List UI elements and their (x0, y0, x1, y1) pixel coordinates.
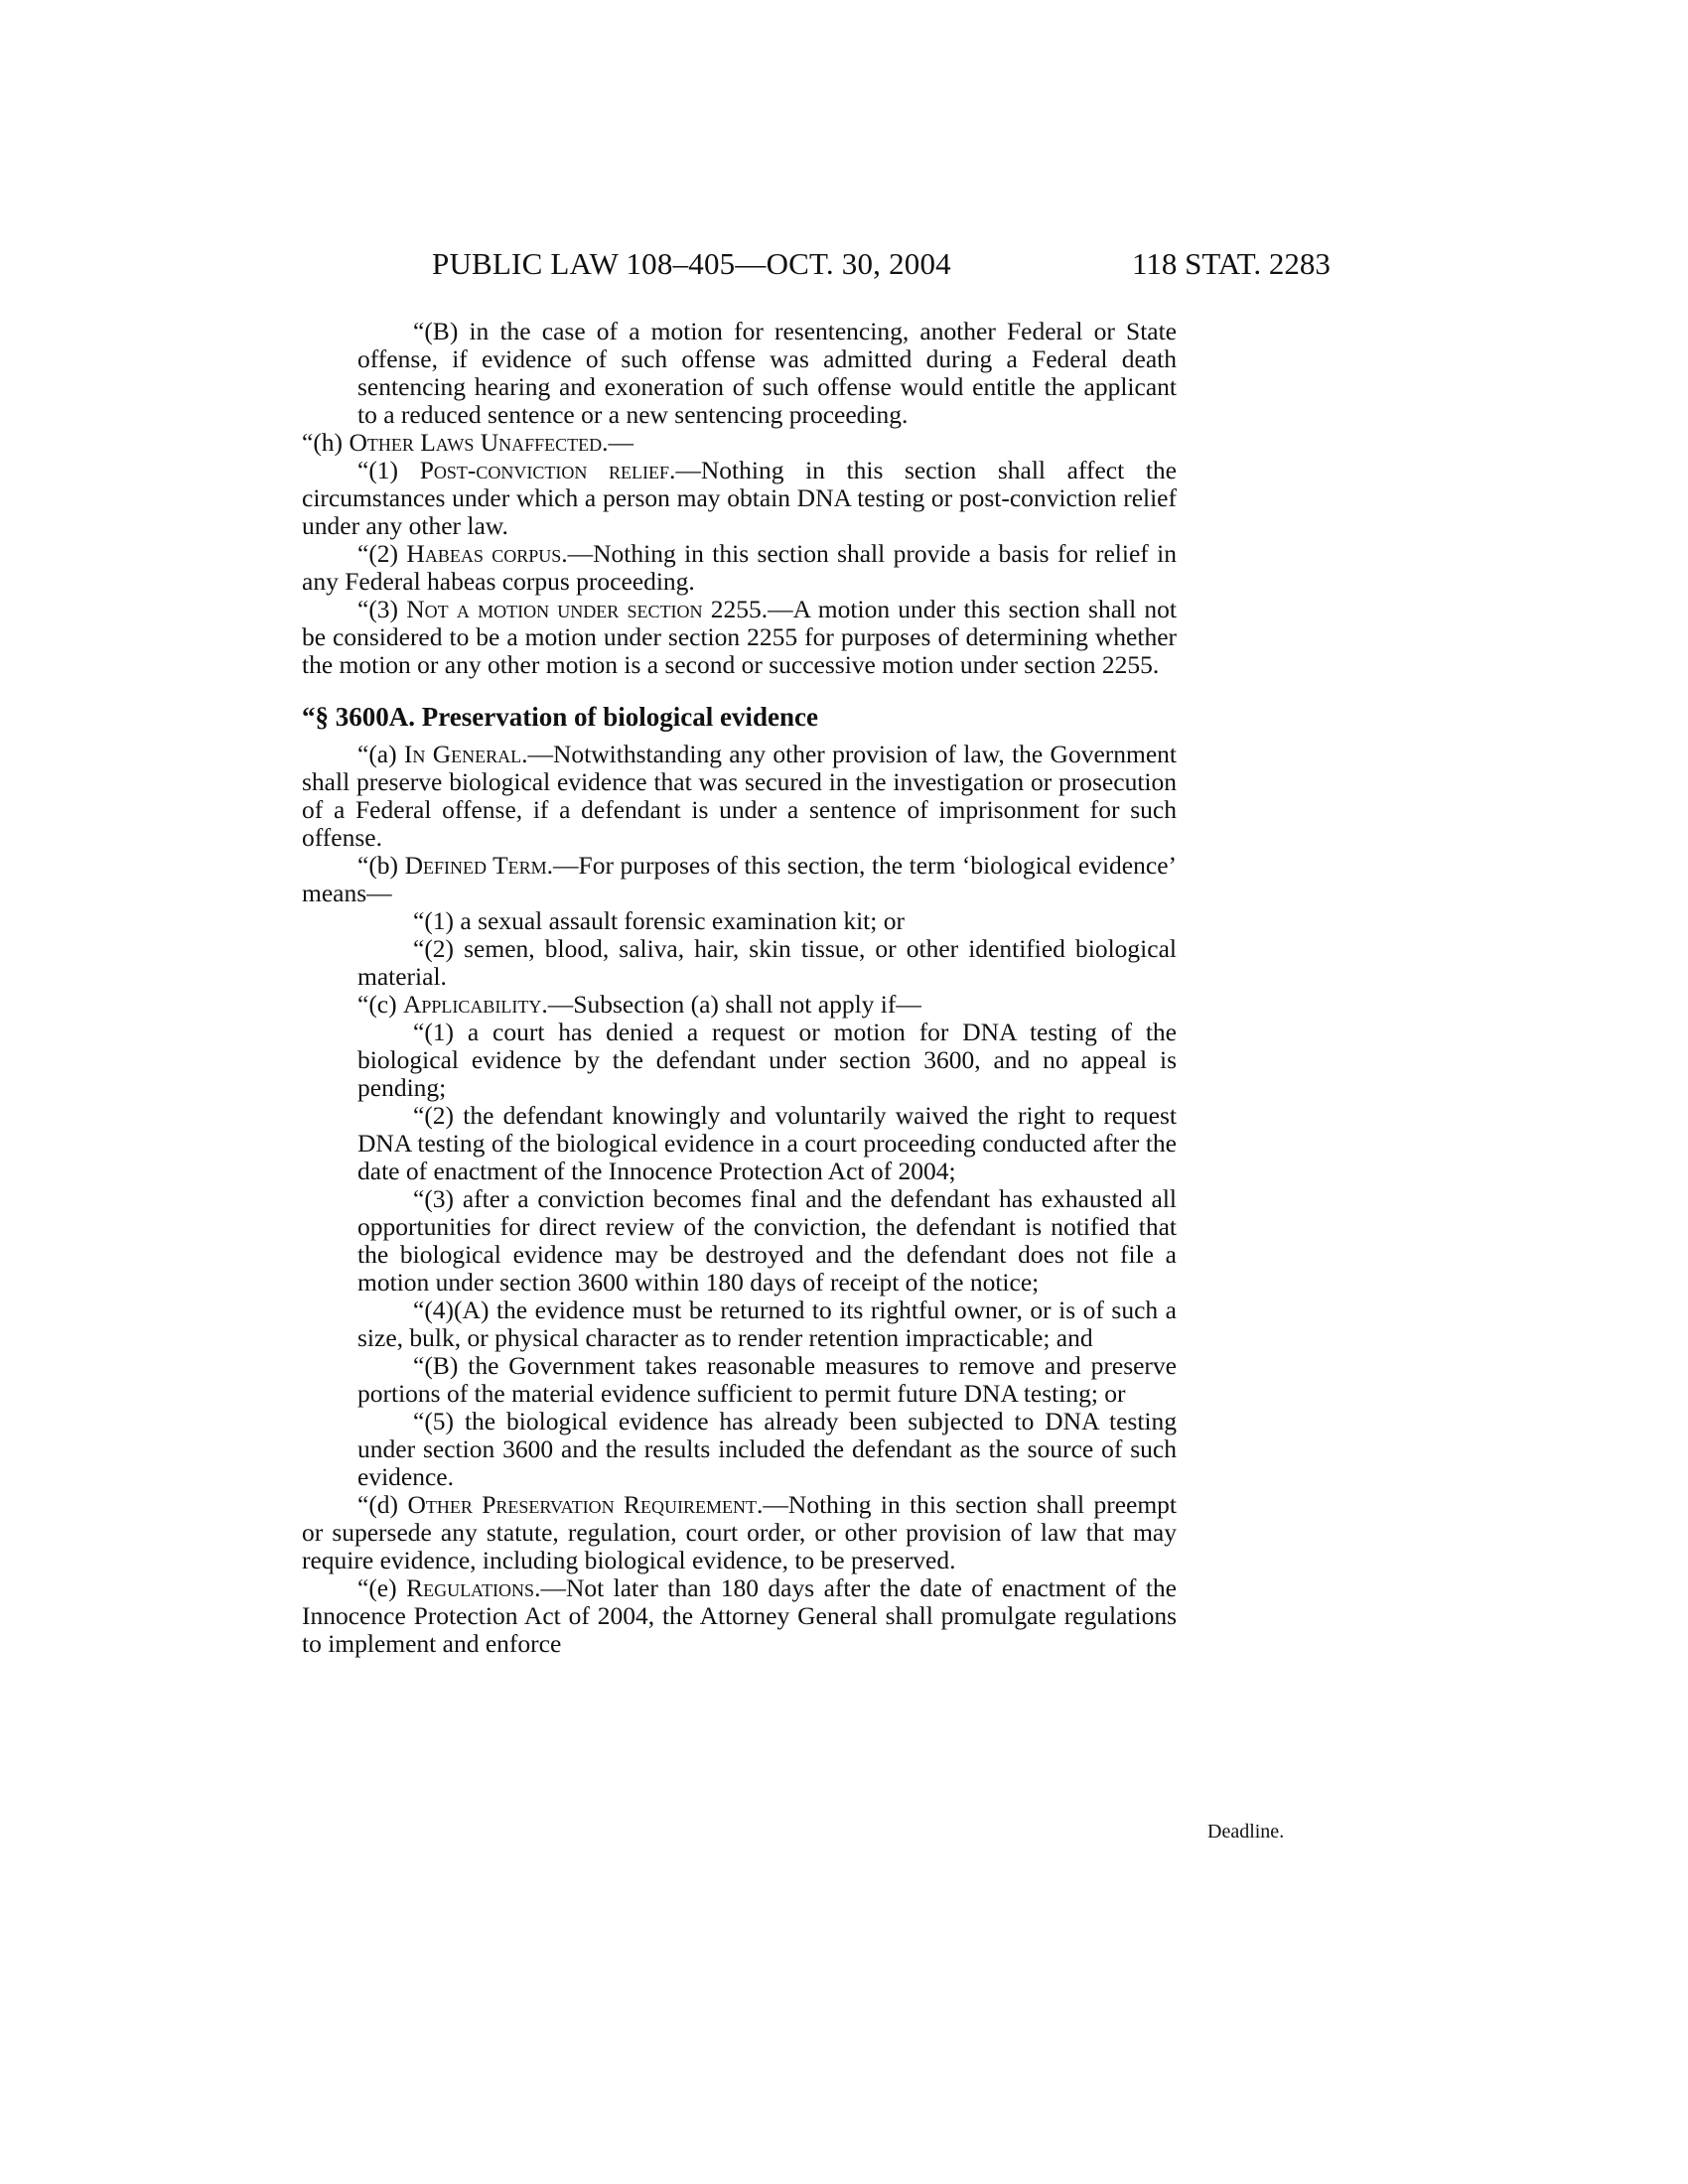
paragraph-c-3: “(3) after a conviction becomes final and the defendant has exhausted all opportunities for direct review of the conviction, the defendant is notified that the biological evidence may be destroyed and the defendant does not file a motion under section 3600 within 180 days of receipt of the notice; (357, 1184, 1177, 1297)
caption-a: In General (403, 740, 522, 768)
subsection-c: “(c) Applicability.—Subsection (a) shall not apply if— (357, 990, 921, 1019)
paragraph-h-2: “(2) Habeas corpus.—Nothing in this section shall provide a basis for relief in any Federal habeas corpus proceeding. (302, 539, 1177, 596)
subsection-h: “(h) Other Laws Unaffected.— (302, 428, 634, 457)
caption-h3: Not a motion under section 2255 (406, 595, 762, 623)
subsection-a: “(a) In General.—Notwithstanding any other provision of law, the Government shall preserve biological evidence that was secured in the investigation or prosecution of a Federal offense, if a defendant is under a sentence of imprisonment for such offense. (302, 740, 1178, 852)
paragraph-b-2: “(2) semen, blood, saliva, hair, skin tissue, or other identified biological material. (357, 934, 1177, 991)
paragraph-b-1: “(1) a sexual assault forensic examination kit; or (413, 906, 905, 935)
paragraph-c-1: “(1) a court has denied a request or motion for DNA testing of the biological evidence by the defendant under section 3600, and no appeal is pending; (357, 1018, 1177, 1102)
caption-h: Other Laws Unaffected (349, 428, 603, 457)
paragraph-c-2: “(2) the defendant knowingly and voluntarily waived the right to request DNA testing of the biological evidence in a court proceeding conducted after the date of enactment of the Innocence Protection Act of 2004; (357, 1101, 1177, 1185)
caption-d: Other Preservation Requirement (407, 1490, 758, 1519)
caption-h2: Habeas corpus (406, 539, 562, 568)
paragraph-c-5: “(5) the biological evidence has already been subjected to DNA testing under section 3600 and the results included the defendant as the source of such evidence. (357, 1407, 1177, 1491)
subsection-b: “(b) Defined Term.—For purposes of this section, the term ‘biological evidence’ means— (302, 851, 1177, 907)
margin-note-deadline: Deadline. (1207, 1821, 1285, 1843)
paragraph-c-4B: “(B) the Government takes reasonable measures to remove and preserve portions of the material evidence sufficient to permit future DNA testing; or (357, 1351, 1177, 1408)
section-heading: “§ 3600A. Preservation of biological evidence (302, 702, 818, 732)
page-number: 118 STAT. 2283 (1132, 246, 1331, 281)
paragraph-h-B: “(B) in the case of a motion for resentencing, another Federal or State offense, if evidence of such offense was admitted during a Federal death sentencing hearing and exoneration of such offense would entitle the applicant to a reduced sentence or a new sentencing proceeding. (357, 317, 1177, 429)
subsection-d: “(d) Other Preservation Requirement.—Nothing in this section shall preempt or supersede any statute, regulation, court order, or other provision of law that may require evidence, including biological evidence, to be preserved. (302, 1490, 1178, 1574)
paragraph-c-4A: “(4)(A) the evidence must be returned to its rightful owner, or is of such a size, bulk, or physical character as to render retention impracticable; and (357, 1296, 1177, 1352)
paragraph-h-3: “(3) Not a motion under section 2255.—A motion under this section shall not be considered to be a motion under section 2255 for purposes of determining whether the motion or any other motion is a second or successive motion under section 2255. (302, 595, 1177, 679)
statute-text (302, 318, 1177, 1658)
caption-b: Defined Term (404, 851, 547, 880)
caption-h1: Post-conviction relief (419, 456, 669, 484)
caption-c: Applicability (403, 990, 542, 1019)
caption-e: Regulations (406, 1573, 535, 1602)
subsection-e: “(e) Regulations.—Not later than 180 days after the date of enactment of the Innocence Protection Act of 2004, the Attorney General shall promulgate regulations to implement and enforce (302, 1573, 1177, 1658)
paragraph-h-1: “(1) Post-conviction relief.—Nothing in this section shall affect the circumstances under which a person may obtain DNA testing or post-conviction relief under any other law. (302, 456, 1177, 540)
running-head: PUBLIC LAW 108–405—OCT. 30, 2004 (432, 246, 951, 281)
